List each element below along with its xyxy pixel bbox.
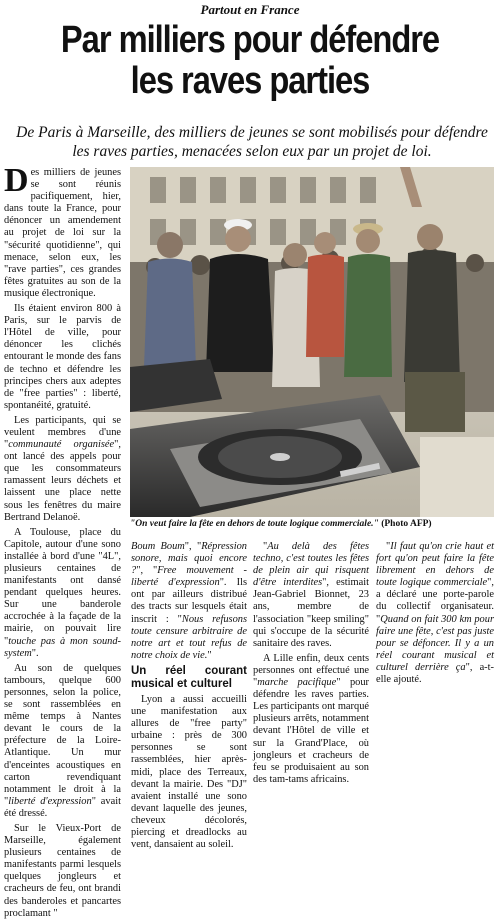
standfirst: De Paris à Marseille, des milliers de jeunes se sont mobilisés pour défendre les raves parties, menacées selon eux par un projet de loi. bbox=[16, 124, 488, 160]
news-photo bbox=[130, 167, 494, 517]
paragraph-4-text-b: ". bbox=[31, 647, 39, 659]
caption-credit: (Photo AFP) bbox=[381, 519, 432, 529]
article-column-4 bbox=[376, 541, 494, 733]
paragraph-6-text-a: Sur le Vieux-Port de Marseille, également plusieurs centaines de manifestants parmi lesquels quelques jongleurs et cracheurs de feu, ont brandi des banderoles et pancartes proclamant " bbox=[4, 822, 121, 919]
paragraph-2: Ils étaient environ 800 à Paris, sur le parvis de l'Hôtel de ville, pour dénoncer les clichés entourant le monde des fans de techno et défendre les principes chers aux adeptes de "free parties" : liberté, spontanéité, gratuité. bbox=[4, 303, 121, 411]
paragraph-6-italic-4: Nous refusons toute censure arbitraire de notre art et tout refus de notre choix de vie. bbox=[131, 613, 248, 661]
paragraph-5 bbox=[4, 663, 121, 820]
paragraph-3-text-a: Les participants, qui se veulent membres d'une " bbox=[4, 414, 121, 451]
paragraph-8-italic: Au delà des fêtes techno, c'est toutes les fêtes de plein air qui risquent d'être interdites bbox=[253, 541, 369, 589]
drop-cap: D bbox=[4, 162, 29, 199]
paragraph-6-italic-2: Répression sonore, mais quoi encore ? bbox=[131, 541, 247, 577]
paragraph-5-text-a: Au son de quelques tambours, quelque 600 personnes, selon la police, se sont rassemblées en même temps à Nantes devant le cours de la préfecture de la Loire-Atlantique. Un mur d'enceintes acoustiques en carton revendiquant notamment le droit à la " bbox=[4, 662, 121, 807]
paragraph-10 bbox=[376, 541, 494, 686]
paragraph-10-italic-1: Il faut qu'on crie haut et fort qu'on peut faire la fête librement en dehors de toute logique commerciale bbox=[376, 541, 494, 589]
paragraph-10-text-c: ", a-t-elle ajouté. bbox=[376, 661, 494, 686]
paragraph-1-text: es milliers de jeunes se sont réunis pacifiquement, hier, dans toute la France, pour dénoncer un amendement au projet de loi sur la "sécurité quotidienne", qui menace, selon eux, les "rave parties", ces grandes fêtes gratuites au son de la musique électronique. bbox=[4, 167, 121, 299]
paragraph-7: Lyon a aussi accueilli une manifestation aux allures de "free party" urbaine : près de 300 personnes se sont rassemblées, hier après-midi, place des Terreaux, devant la mairie. Des "DJ" avaient installé une sono devant laquelle des jeunes, cheveux décolorés, piercing et dreadlocks au vent, dansaient au soleil. bbox=[131, 693, 247, 851]
paragraph-4-text-a: A Toulouse, place du Capitole, autour d'une sono installée à bord d'une "4L", plusieurs centaines de manifestants ont dansé pendant quelques heures. Sur une banderole accrochée à la façade de la mairie, on pouvait lire " bbox=[4, 526, 121, 647]
paragraph-9-text-b: " pour défendre les raves parties. Les participants ont marqué plusieurs arrêts, notamment devant l'Hôtel de ville et sur la Grand'Place, où jongleurs et cracheurs de feu se produisaient au son des tam-tams africains. bbox=[253, 677, 369, 785]
paragraph-6-cont bbox=[131, 541, 247, 662]
article-column-1 bbox=[4, 162, 121, 919]
paragraph-8 bbox=[253, 541, 369, 650]
headline-line-2: les raves parties bbox=[130, 60, 370, 102]
section-kicker: Partout en France bbox=[200, 2, 300, 17]
photo-caption bbox=[130, 518, 494, 530]
paragraph-6-text-d: ". Ils ont par ailleurs distribué des tracts sur lesquels était inscrit : " bbox=[131, 577, 247, 625]
paragraph-3-text-b: ", ont lancé des appels pour que les consommateurs ramassent leurs déchets et laissent une place nette sous les fenêtres du maire Bertrand Delanoë. bbox=[4, 439, 121, 523]
paragraph-6-italic-1: Boum Boum bbox=[131, 541, 185, 552]
paragraph-9-italic: marche pacifique bbox=[257, 677, 337, 689]
paragraph-5-italic: liberté d'expression bbox=[8, 795, 92, 807]
paragraph-6-text-e: " bbox=[207, 649, 212, 661]
headline-line-1: Par milliers pour défendre bbox=[60, 19, 440, 61]
rave-crowd-photo bbox=[130, 167, 494, 517]
paragraph-9 bbox=[253, 653, 369, 786]
caption-quote: "On veut faire la fête en dehors de toute logique commerciale." bbox=[130, 519, 379, 529]
subheading: Un réel courant musical et culturel bbox=[131, 664, 247, 690]
paragraph-4 bbox=[4, 527, 121, 660]
paragraph-4-italic: touche pas à mon sound-system bbox=[4, 635, 121, 659]
paragraph-1 bbox=[4, 162, 121, 300]
paragraph-10-text-b: ", a déclaré une porte-parole du collectif organisateur. " bbox=[376, 577, 494, 625]
paragraph-3 bbox=[4, 415, 121, 524]
article-column-2 bbox=[131, 541, 248, 851]
paragraph-9-text-a: A Lille enfin, deux cents personnes ont effectué une " bbox=[253, 652, 369, 689]
paragraph-5-text-b: " avait été dressé. bbox=[4, 795, 121, 819]
paragraph-3-italic: communauté organisée bbox=[8, 439, 115, 451]
paragraph-6-text-c: ", " bbox=[136, 565, 158, 577]
headline bbox=[35, 20, 465, 102]
paragraph-6-start bbox=[4, 823, 121, 920]
paragraph-10-italic-2: Quand on fait 300 km pour faire une fête, c'est pas juste pour se défoncer. Il y a un réel courant musical et culturel derrière ça bbox=[376, 613, 494, 673]
paragraph-8-text-a: " bbox=[263, 541, 268, 552]
paragraph-6-text-b: ", " bbox=[184, 541, 202, 552]
article-column-3 bbox=[253, 541, 369, 785]
paragraph-8-text-b: ", estimait Jean-Gabriel Bionnet, 23 ans, membre de l'association "keep smiling" qui s'occupe de la sécurité sanitaire des raves. bbox=[253, 577, 369, 649]
paragraph-6-italic-3: Free mouvement - liberté d'expression bbox=[131, 565, 247, 589]
paragraph-10-text-a: " bbox=[386, 541, 391, 552]
